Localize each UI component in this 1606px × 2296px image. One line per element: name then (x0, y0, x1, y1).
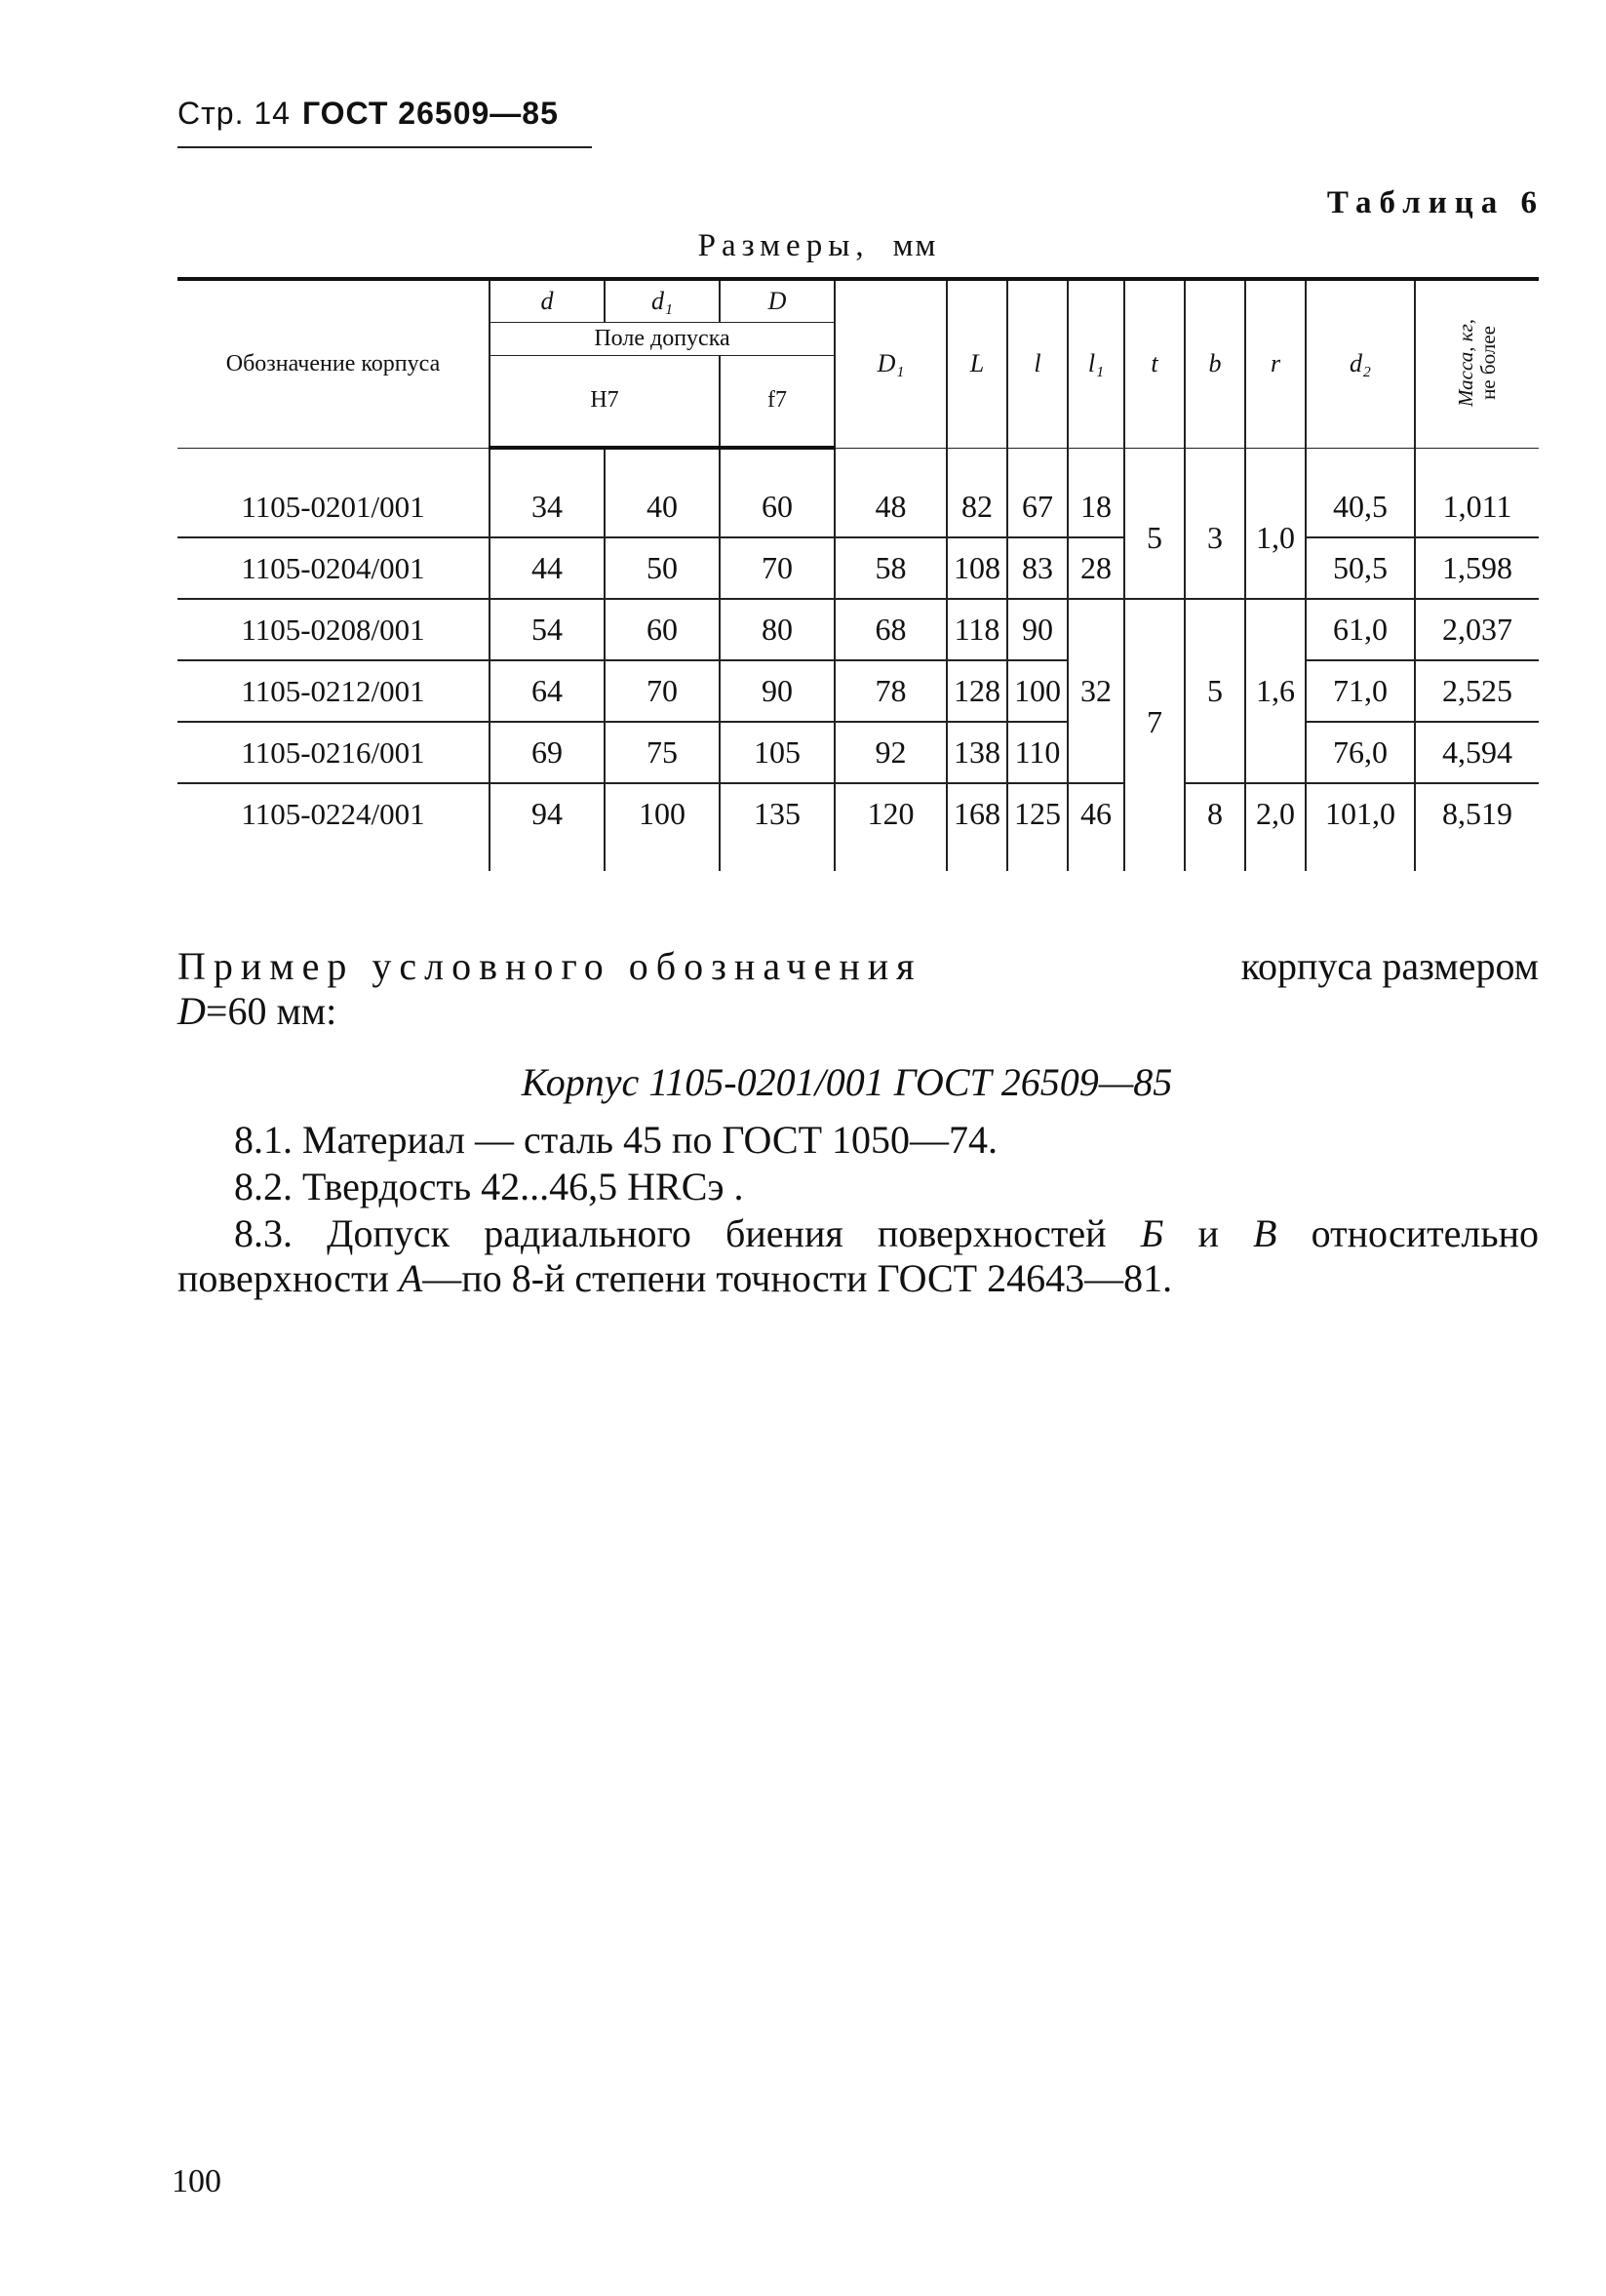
mass-header-rotated (1455, 319, 1500, 407)
cell-l1: 46 (1068, 783, 1124, 844)
cell-name: 1105-0201/001 (177, 477, 490, 537)
cell-d2: 61,0 (1306, 599, 1415, 660)
cell-name: 1105-0212/001 (177, 660, 490, 722)
table-row (177, 537, 1539, 599)
cell-r: 1,6 (1245, 599, 1306, 783)
cell-D1: 68 (835, 599, 947, 660)
item-8-2-text: Твердость 42...46,5 HRCэ . (302, 1165, 744, 1208)
units-label: Размеры, (697, 228, 870, 263)
item-8-3-e: относительно поверхности (177, 1211, 1540, 1300)
header-rule (177, 146, 592, 148)
item-8-2-num: 8.2. (234, 1165, 293, 1208)
cell-d2: 76,0 (1306, 722, 1415, 783)
col-header-t: t (1124, 279, 1185, 448)
col-header-r: r (1245, 279, 1306, 448)
cell-L: 138 (947, 722, 1007, 783)
page-ref: Стр. 14 (177, 96, 291, 131)
cell-D1: 92 (835, 722, 947, 783)
tolerance-header: Поле допуска (490, 322, 835, 355)
example-rest: корпуса размером (1240, 944, 1539, 988)
table-row (177, 599, 1539, 660)
cell-r: 2,0 (1245, 783, 1306, 844)
cell-l: 100 (1007, 660, 1068, 722)
example-var: D (177, 989, 206, 1033)
cell-d2: 40,5 (1306, 477, 1415, 537)
cell-mass: 1,598 (1415, 537, 1539, 599)
example-paragraph (177, 944, 1539, 1034)
cell-l1: 32 (1068, 599, 1124, 783)
cell-d: 69 (490, 722, 605, 783)
item-8-3-f: А (398, 1256, 423, 1300)
col-header-D: D (720, 279, 835, 322)
cell-D: 70 (720, 537, 835, 599)
col-header-L: L (947, 279, 1007, 448)
item-8-3-num: 8.3. (234, 1211, 293, 1255)
col-header-d1: d₁ (605, 279, 720, 322)
cell-mass: 2,525 (1415, 660, 1539, 722)
cell-d1: 50 (605, 537, 720, 599)
example-value: =60 мм: (205, 989, 337, 1033)
item-8-3-a: Допуск радиального биения поверхностей (327, 1211, 1107, 1255)
cell-d1: 75 (605, 722, 720, 783)
cell-d: 94 (490, 783, 605, 844)
table-row (177, 722, 1539, 783)
cell-name: 1105-0216/001 (177, 722, 490, 783)
cell-mass: 2,037 (1415, 599, 1539, 660)
item-8-3-b: Б (1140, 1211, 1164, 1255)
cell-D1: 58 (835, 537, 947, 599)
table-row (177, 783, 1539, 844)
units-mm: мм (892, 228, 938, 263)
cell-d2: 71,0 (1306, 660, 1415, 722)
cell-L: 82 (947, 477, 1007, 537)
cell-l1: 28 (1068, 537, 1124, 599)
cell-mass: 1,011 (1415, 477, 1539, 537)
item-8-3-g: —по 8-й степени точности ГОСТ 24643—81. (422, 1256, 1173, 1300)
item-8-3-d: В (1253, 1211, 1277, 1255)
cell-L: 168 (947, 783, 1007, 844)
cell-name: 1105-0224/001 (241, 796, 425, 831)
col-header-b: b (1185, 279, 1245, 448)
page-number: 100 (172, 2163, 221, 2199)
cell-D: 105 (720, 722, 835, 783)
cell-l1: 18 (1068, 477, 1124, 537)
item-8-1-num: 8.1. (234, 1118, 293, 1162)
table-row (177, 477, 1539, 537)
col-header-d: d (490, 279, 605, 322)
cell-L: 128 (947, 660, 1007, 722)
cell-D: 80 (720, 599, 835, 660)
dimensions-table (177, 277, 1539, 871)
cell-name: 1105-0208/001 (177, 599, 490, 660)
cell-D1: 48 (835, 477, 947, 537)
cell-b: 5 (1185, 599, 1245, 783)
cell-l: 67 (1007, 477, 1068, 537)
units-caption (0, 228, 1606, 264)
cell-r: 1,0 (1245, 477, 1306, 599)
cell-d1: 70 (605, 660, 720, 722)
table-row (177, 660, 1539, 722)
item-8-1 (177, 1118, 1539, 1163)
item-8-2 (177, 1165, 1539, 1209)
cell-d1: 100 (605, 783, 720, 844)
cell-d1: 40 (605, 477, 720, 537)
cell-d: 34 (490, 477, 605, 537)
table-spacer (177, 844, 1539, 871)
cell-d1: 60 (605, 599, 720, 660)
cell-l: 83 (1007, 537, 1068, 599)
cell-mass: 8,519 (1415, 783, 1539, 844)
cell-t: 7 (1124, 599, 1185, 844)
col-header-l: l (1007, 279, 1068, 448)
col-header-mass (1415, 279, 1539, 448)
cell-b: 3 (1185, 477, 1245, 599)
cell-D: 90 (720, 660, 835, 722)
cell-d: 44 (490, 537, 605, 599)
cell-d: 54 (490, 599, 605, 660)
cell-L: 118 (947, 599, 1007, 660)
col-header-d2: d₂ (1306, 279, 1415, 448)
standard-ref: ГОСТ 26509—85 (301, 96, 559, 131)
cell-l: 125 (1007, 783, 1068, 844)
table-label: Таблица 6 (1326, 185, 1545, 220)
tol-f7: f7 (720, 355, 835, 448)
cell-d2: 101,0 (1306, 783, 1415, 844)
cell-d: 64 (490, 660, 605, 722)
cell-D: 135 (720, 783, 835, 844)
mass-limit: не более (1475, 326, 1500, 401)
cell-D1: 78 (835, 660, 947, 722)
cell-d2: 50,5 (1306, 537, 1415, 599)
cell-name: 1105-0204/001 (177, 537, 490, 599)
cell-D: 60 (720, 477, 835, 537)
col-header-name: Обозначение корпуса (177, 279, 490, 448)
cell-D1: 120 (835, 783, 947, 844)
cell-b: 8 (1185, 783, 1245, 844)
tol-H7: H7 (490, 355, 720, 448)
page-header (177, 96, 559, 132)
cell-t: 5 (1124, 477, 1185, 599)
col-header-l1: l₁ (1068, 279, 1124, 448)
cell-L: 108 (947, 537, 1007, 599)
example-lead: Пример условного обозначения (177, 944, 922, 988)
mass-unit: кг, (1453, 319, 1477, 342)
item-8-3 (177, 1211, 1539, 1301)
cell-l: 90 (1007, 599, 1068, 660)
item-8-3-c: и (1197, 1211, 1219, 1255)
example-designation: Корпус 1105-0201/001 ГОСТ 26509—85 (521, 1060, 1173, 1104)
item-8-1-text: Материал — сталь 45 по ГОСТ 1050—74. (302, 1118, 999, 1162)
col-header-D1: D₁ (835, 279, 947, 448)
table-spacer (177, 448, 1539, 477)
cell-l: 110 (1007, 722, 1068, 783)
mass-label: Масса, (1453, 346, 1477, 408)
cell-mass: 4,594 (1415, 722, 1539, 783)
